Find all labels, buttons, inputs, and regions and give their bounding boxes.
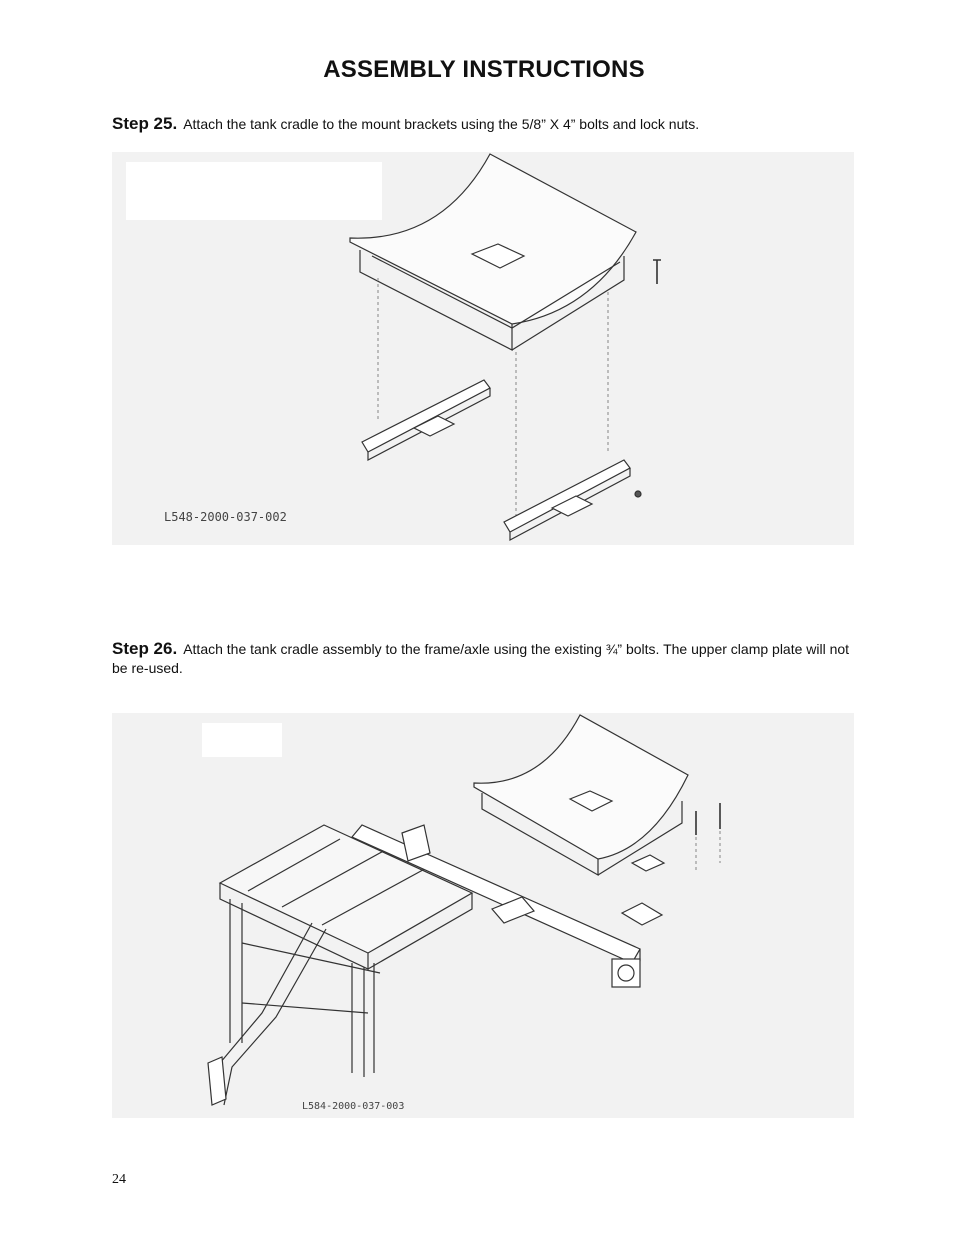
step-25-figure-code: L548-2000-037-002 (164, 510, 287, 524)
page-number: 24 (112, 1172, 126, 1187)
step-26-diagram (112, 713, 854, 1118)
step-25-instruction (112, 114, 857, 134)
step-26-label: Step 26. (112, 639, 178, 658)
frame-axle-assembly-drawing (112, 713, 854, 1118)
step-25-diagram (112, 152, 854, 545)
step-25-text: Attach the tank cradle to the mount brackets using the 5/8” X 4” bolts and lock nuts. (183, 116, 700, 132)
page-title: ASSEMBLY INSTRUCTIONS (323, 56, 645, 83)
tank-cradle-drawing (112, 152, 854, 545)
step-26-figure-code: L584-2000-037-003 (302, 1101, 405, 1112)
step-26-instruction (112, 639, 857, 678)
step-25-label: Step 25. (112, 114, 178, 133)
step-26-text: Attach the tank cradle assembly to the frame/axle using the existing ¾” bolts. The upper clamp plate will not be re-used. (112, 641, 850, 676)
